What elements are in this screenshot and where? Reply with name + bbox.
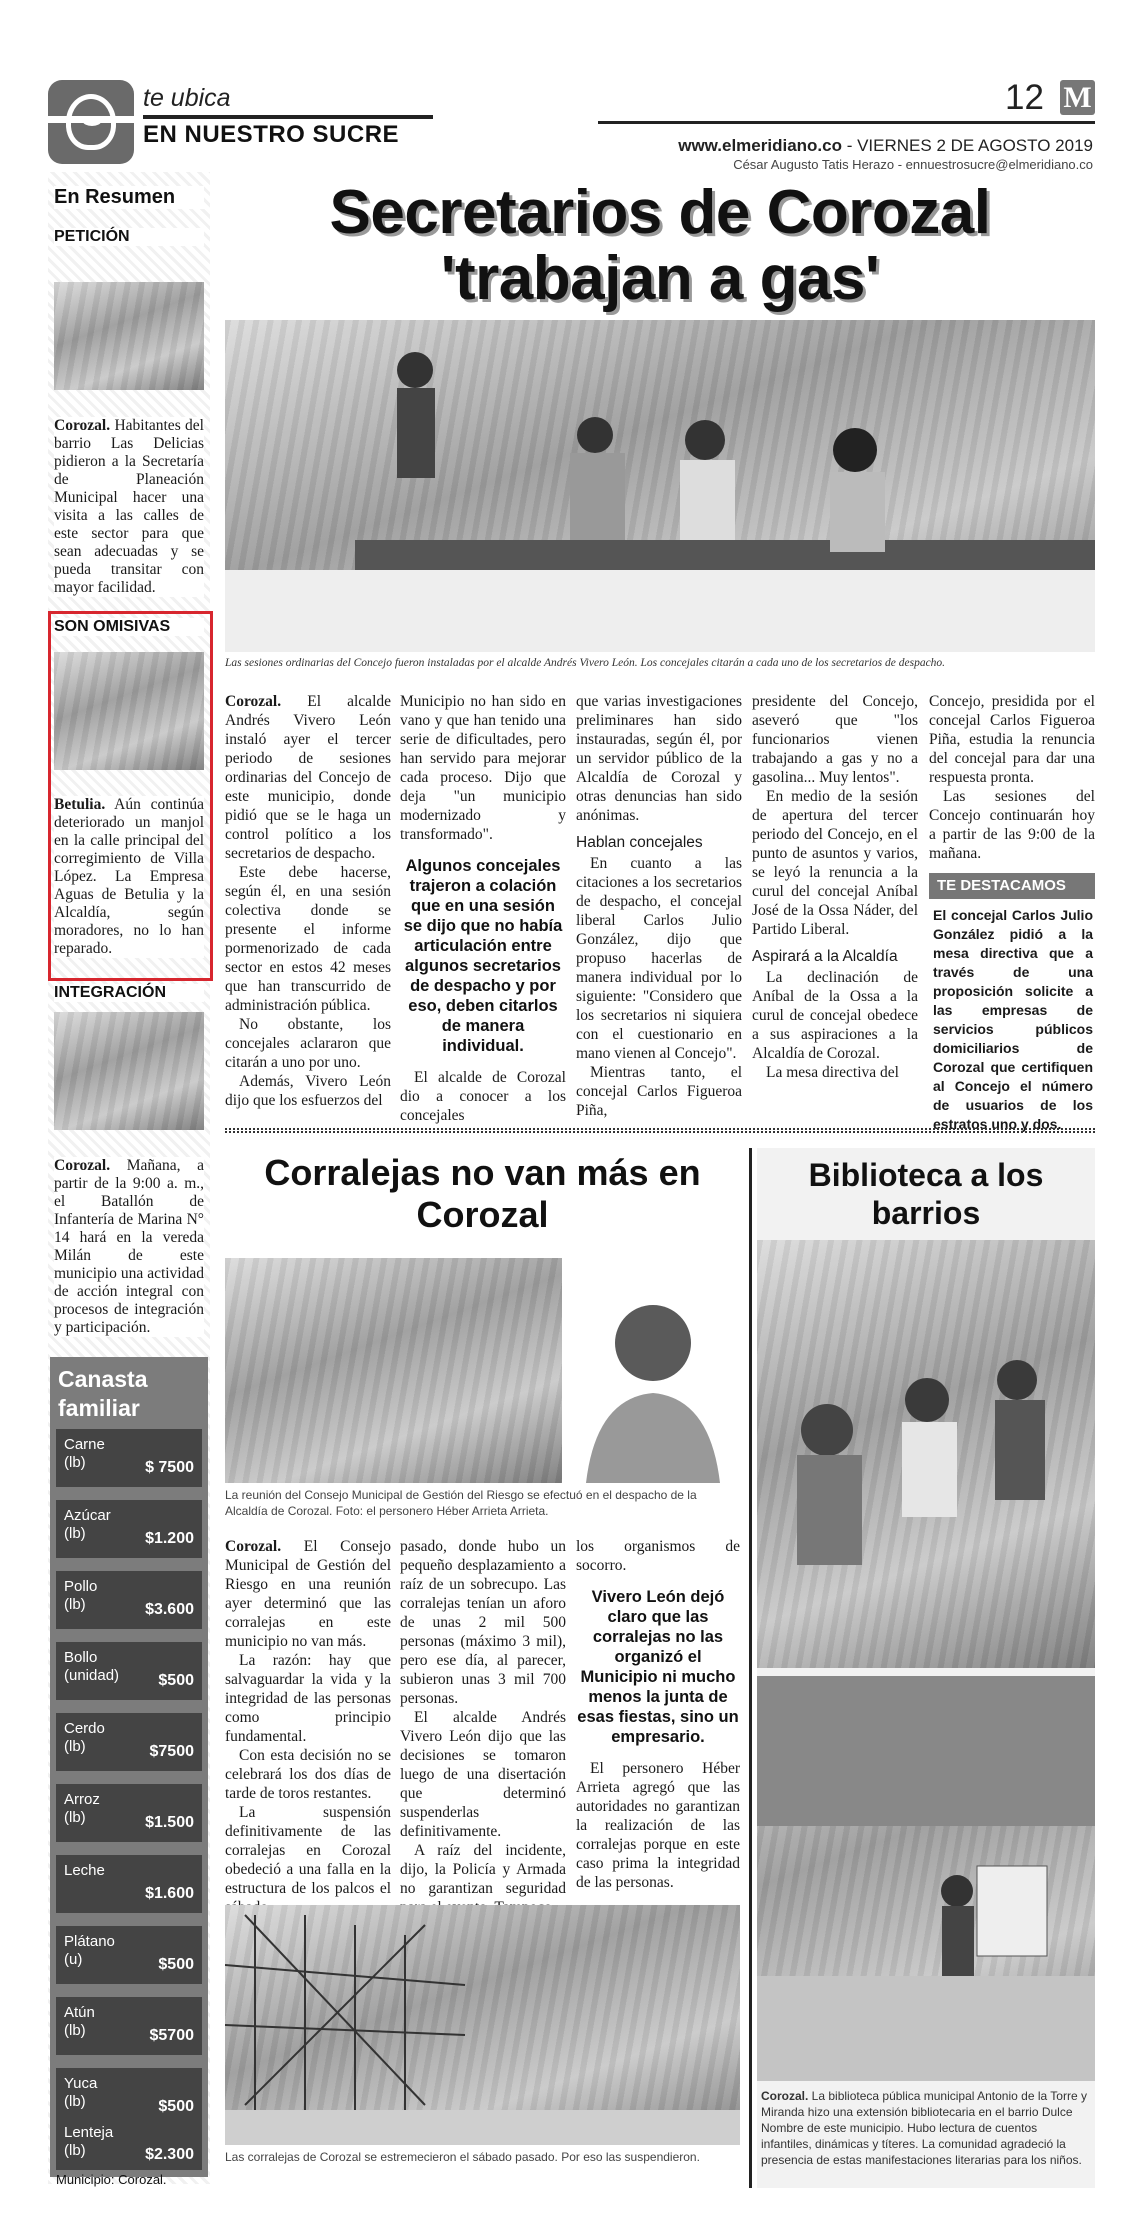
section-logo-icon bbox=[48, 80, 134, 164]
author-line: César Augusto Tatis Herazo - ennuestrosucre@elmeridiano.co bbox=[733, 157, 1093, 172]
te-destacamos-heading: TE DESTACAMOS bbox=[929, 873, 1095, 899]
te-destacamos-text: El concejal Carlos Julio González pidió a la mesa directiva que a través de una proposición solicite a las empresas de servicios públicos domiciliarios de Corozal que certifiquen al Concejo el número de usuarios de los estratos uno y dos. bbox=[933, 907, 1093, 1132]
lead-subhead: Aspirará a la Alcaldía bbox=[752, 948, 898, 965]
website-link[interactable]: www.elmeridiano.co bbox=[678, 136, 842, 155]
price-row: Lenteja (lb) $2.300 bbox=[56, 2120, 202, 2170]
price-row: Plátano (u) $500 bbox=[56, 1926, 202, 1984]
brief-text: Corozal. Mañana, a partir de la 9:00 a. m., el Batallón de Infantería de Marina N° 14 hará en la vereda Milán de este municipio una actividad de acción integral con procesos de integración y participación. bbox=[54, 1157, 204, 1336]
lead-subhead: Hablan concejales bbox=[576, 834, 703, 851]
corralejas-column-3: los organismos de socorro. Vivero León dejó claro que las corralejas no las organizó el Municipio ni mucho menos la junta de esas fiestas, sino un empresario. El personero Héber Arrieta agregó que las autoridades no garantizan la realización de las corralejas porque en este caso prima la integridad de las personas. bbox=[576, 1538, 740, 1891]
canasta-footer: Municipio: Corozal. bbox=[56, 2172, 167, 2187]
lead-column-3: que varias investigaciones preliminares han sido instauradas, según él, por un servidor público de la Alcaldía de Corozal y otras denuncias han sido anónimas. Hablan concejales En cuanto a las citaciones a los secretarios de despacho, el concejal liberal Carlos Julio González, dijo que propuso hacerlas de manera individual por lo siguiente: "Considero que los secretarios ni siquiera con el cuestionario en mano vienen al Concejo". Mientras tanto, el concejal Carlos Figueroa Piña, bbox=[576, 693, 742, 1119]
newspaper-logo: M bbox=[1060, 80, 1095, 115]
biblioteca-caption: Corozal. La biblioteca pública municipal Antonio de la Torre y Miranda hizo una extensión bibliotecaria en el barrio Dulce Nombre de este municipio. Hubo lectura de cuentos infantiles, dinámicas y títeres. La comunidad agradeció la presencia de estas manifestaciones literarias para los niños. bbox=[761, 2089, 1087, 2167]
highlight-box bbox=[48, 611, 213, 981]
page-number: 12 bbox=[1005, 78, 1044, 117]
header-rule bbox=[143, 115, 433, 119]
corralejas-photo-bullring bbox=[225, 1905, 740, 2145]
price-row: Azúcar (lb) $1.200 bbox=[56, 1500, 202, 1558]
price-row: Yuca (lb) $500 bbox=[56, 2068, 202, 2126]
lead-pull-quote: Algunos concejales trajeron a colación que en una sesión se dijo que no había articulación entre algunos secretarios de despacho y por eso, deben citarlos de manera individual. bbox=[403, 857, 563, 1055]
corralejas-bottom-caption: Las corralejas de Corozal se estremecieron el sábado pasado. Por eso las suspendieron. bbox=[225, 2150, 700, 2164]
lead-column-4: presidente del Concejo, aseveró que "los funcionarios vienen trabajando a gas y no a gasolina... Muy lentos". En medio de la sesión de apertura del tercer periodo del Concejo, en el punto de asuntos y varios, se leyó la renuncia a la curul del concejal Aníbal José de la Ossa Náder, del Partido Liberal. Aspirará a la Alcaldía La declinación de Aníbal de la Ossa a la curul de concejal obedece a sus aspiraciones a la Alcaldía de Corozal. La mesa directiva del bbox=[752, 693, 918, 1081]
corralejas-photo-caption: La reunión del Consejo Municipal de Gestión del Riesgo se efectuó en el despacho de la Alcaldía de Corozal. Foto: el personero Héber Arrieta Arrieta. bbox=[225, 1488, 697, 1518]
lead-photo-caption: Las sesiones ordinarias del Concejo fueron instaladas por el alcalde Andrés Vivero León. Los concejales citarán a cada uno de los secretarios de despacho. bbox=[225, 657, 946, 669]
header-top-rule bbox=[598, 121, 1095, 124]
corralejas-pull-quote: Vivero León dejó claro que las corralejas no las organizó el Municipio ni mucho menos la junta de esas fiestas, sino un empresario. bbox=[577, 1588, 739, 1746]
biblioteca-headline: Biblioteca a los barrios bbox=[808, 1157, 1044, 1231]
brief-title: PETICIÓN bbox=[54, 228, 130, 245]
price-row: Leche $1.600 bbox=[56, 1855, 202, 1913]
section-divider bbox=[225, 1128, 1095, 1133]
corralejas-photo-personero bbox=[566, 1258, 740, 1483]
price-row: Atún (lb) $5700 bbox=[56, 1997, 202, 2055]
corralejas-photo-meeting bbox=[225, 1258, 562, 1483]
corralejas-column-1: Corozal. El Consejo Municipal de Gestión del Riesgo en una reunión ayer determinó que las corralejas en este municipio no van más. La razón: hay que salvaguardar la vida y la integridad de las personas como principio fundamental. Con esta decisión no se celebrará los dos días de tarde de toros restantes. La suspensión definitivamente de las corralejas en Corozal obedeció a una falla en la estructura de los palcos el bbox=[225, 1538, 391, 1897]
biblioteca-photo-children-reading bbox=[757, 1240, 1095, 1668]
canasta-title: Canasta familiar bbox=[58, 1366, 148, 1421]
price-row: Cerdo (lb) $7500 bbox=[56, 1713, 202, 1771]
lead-column-5: Concejo, presidida por el concejal Carlos Figueroa Piña, estudia la renuncia del concejal para dar una respuesta pronta. Las sesiones del Concejo continuarán hoy a partir de las 9:00 de la mañana. bbox=[929, 693, 1095, 862]
column-divider bbox=[749, 1148, 752, 2188]
header-dateline bbox=[678, 136, 1093, 156]
canasta-familiar-panel bbox=[50, 1357, 208, 2177]
section-kicker: te ubica bbox=[143, 84, 231, 112]
brief-title: SON OMISIVAS bbox=[54, 618, 171, 635]
brief-photo-street bbox=[54, 282, 204, 390]
lead-headline: Secretarios de Corozal 'trabajan a gas' bbox=[329, 178, 991, 313]
brief-text: Corozal. Habitantes del barrio Las Delicias pidieron a la Secretaría de Planeación Municipal hacer una visita a las calles de este sector para que sean adecuadas y se pueda transitar con mayor facilidad. bbox=[54, 417, 204, 596]
brief-title: INTEGRACIÓN bbox=[54, 984, 166, 1001]
brief-photo-soldier bbox=[54, 1012, 204, 1130]
brief-text: Betulia. Aún continúa deteriorado un manjol en la calle principal del corregimiento de Villa López. La Empresa Aguas de Betulia y la Alcaldía, según moradores, no lo han reparado. bbox=[54, 796, 204, 957]
lead-column-1: Corozal. El alcalde Andrés Vivero León instaló ayer el tercer periodo de sesiones ordinarias del Concejo de este municipio, donde pidió que se le haga un control político a los secretarios de despacho. Este debe hacerse, según él, en una sesión colectiva donde se presente el informe pormenorizado de cada sector en estos 42 meses que han transcurrido de administración pública. No obstante, los concejales aclararon que citarán a uno por uno. Además, Vivero León dijo que los esfuerzos del bbox=[225, 693, 391, 1109]
corralejas-column-2: pasado, donde hubo un pequeño desplazamiento a raíz de un sobrecupo. Las corralejas tenían un aforo de unas 2 mil 500 personas (máximo 3 mil), pero ese día, al parecer, subieron unas 3 mil 700 personas. El alcalde Andrés Vivero León dijo que las decisiones se tomaron luego de una disertación que determinó suspenderlas definitivamente. A raíz del incidente, dijo, la Policía y Armada no garantizan seguridad bbox=[400, 1538, 566, 1897]
price-row: Pollo (lb) $3.600 bbox=[56, 1571, 202, 1629]
lead-photo-council-session bbox=[225, 320, 1095, 652]
lead-column-2: Municipio no han sido en vano y que han tenido una serie de dificultades, pero han servido para mejorar cada proceso. Dijo que deja "un municipio modernizado y transformado". Algunos concejales trajeron a colación que en una sesión se dijo que no había articulación entre algunos secretarios de despacho y por eso, deben citarlos de manera individual. El alcalde de Corozal dio a conocer a los concejales bbox=[400, 693, 566, 1124]
biblioteca-photo-storytelling bbox=[757, 1676, 1095, 2081]
sidebar-heading: En Resumen bbox=[54, 186, 176, 208]
price-row: Carne (lb) $ 7500 bbox=[56, 1429, 202, 1487]
price-row: Bollo (unidad) $500 bbox=[56, 1642, 202, 1700]
price-row: Arroz (lb) $1.500 bbox=[56, 1784, 202, 1842]
section-title: EN NUESTRO SUCRE bbox=[143, 121, 400, 148]
issue-date: - VIERNES 2 DE AGOSTO 2019 bbox=[841, 136, 1093, 155]
corralejas-headline: Corralejas no van más en Corozal bbox=[264, 1152, 701, 1235]
